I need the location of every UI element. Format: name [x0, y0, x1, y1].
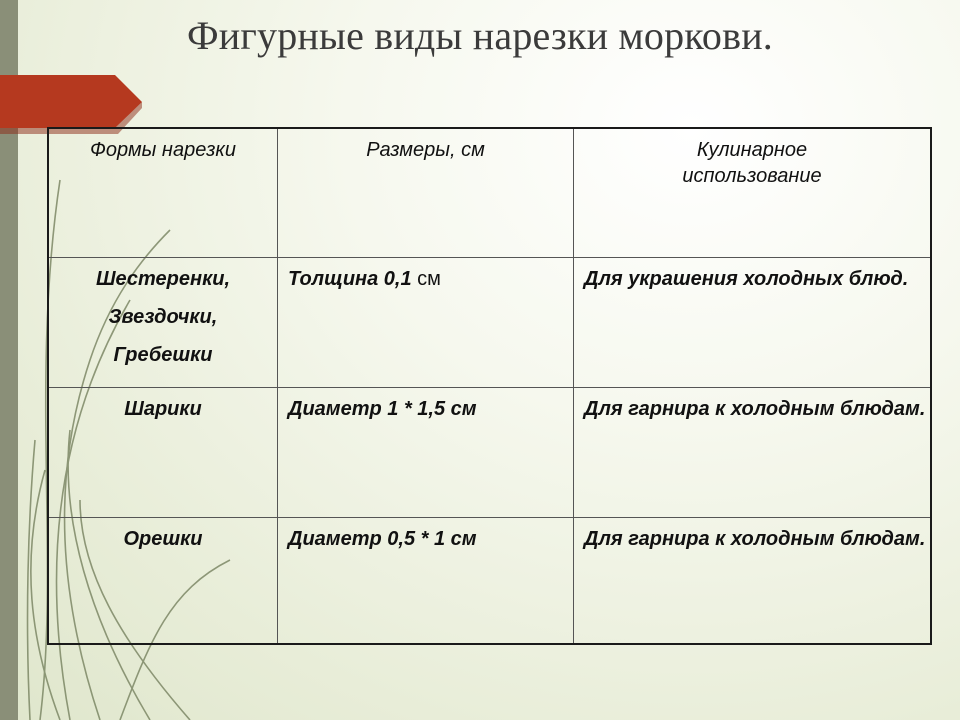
cell-size: Диаметр 0,5 * 1 см: [278, 517, 574, 644]
cell-forms: [48, 257, 278, 387]
cell-usage: Для гарнира к холодным блюдам.: [574, 517, 932, 644]
accent-arrow: [0, 75, 142, 128]
table-header-row: [48, 128, 931, 257]
size-value: Толщина 0,1: [288, 267, 418, 290]
form-label: Шестеренки,: [95, 267, 231, 290]
form-label: Гребешки: [113, 343, 213, 366]
header-usage: [574, 128, 932, 257]
cell-size: [278, 257, 574, 387]
header-sizes: Размеры, см: [278, 128, 574, 257]
cell-usage: Для гарнира к холодным блюдам.: [574, 387, 932, 517]
table-row: [48, 517, 931, 644]
header-usage-line1: Кулинарное: [696, 139, 808, 161]
slide-title: Фигурные виды нарезки моркови.: [186, 13, 774, 58]
header-usage-line2: использование: [682, 165, 822, 187]
cell-forms: Шарики: [48, 387, 278, 517]
table-row: [48, 257, 931, 387]
cutting-table: [47, 127, 932, 645]
cell-size: Диаметр 1 * 1,5 см: [278, 387, 574, 517]
form-label: Звездочки,: [108, 305, 218, 328]
cell-usage: Для украшения холодных блюд.: [574, 257, 932, 387]
size-unit: см: [417, 267, 441, 290]
table-row: [48, 387, 931, 517]
cell-forms: Орешки: [48, 517, 278, 644]
header-forms: Формы нарезки: [48, 128, 278, 257]
